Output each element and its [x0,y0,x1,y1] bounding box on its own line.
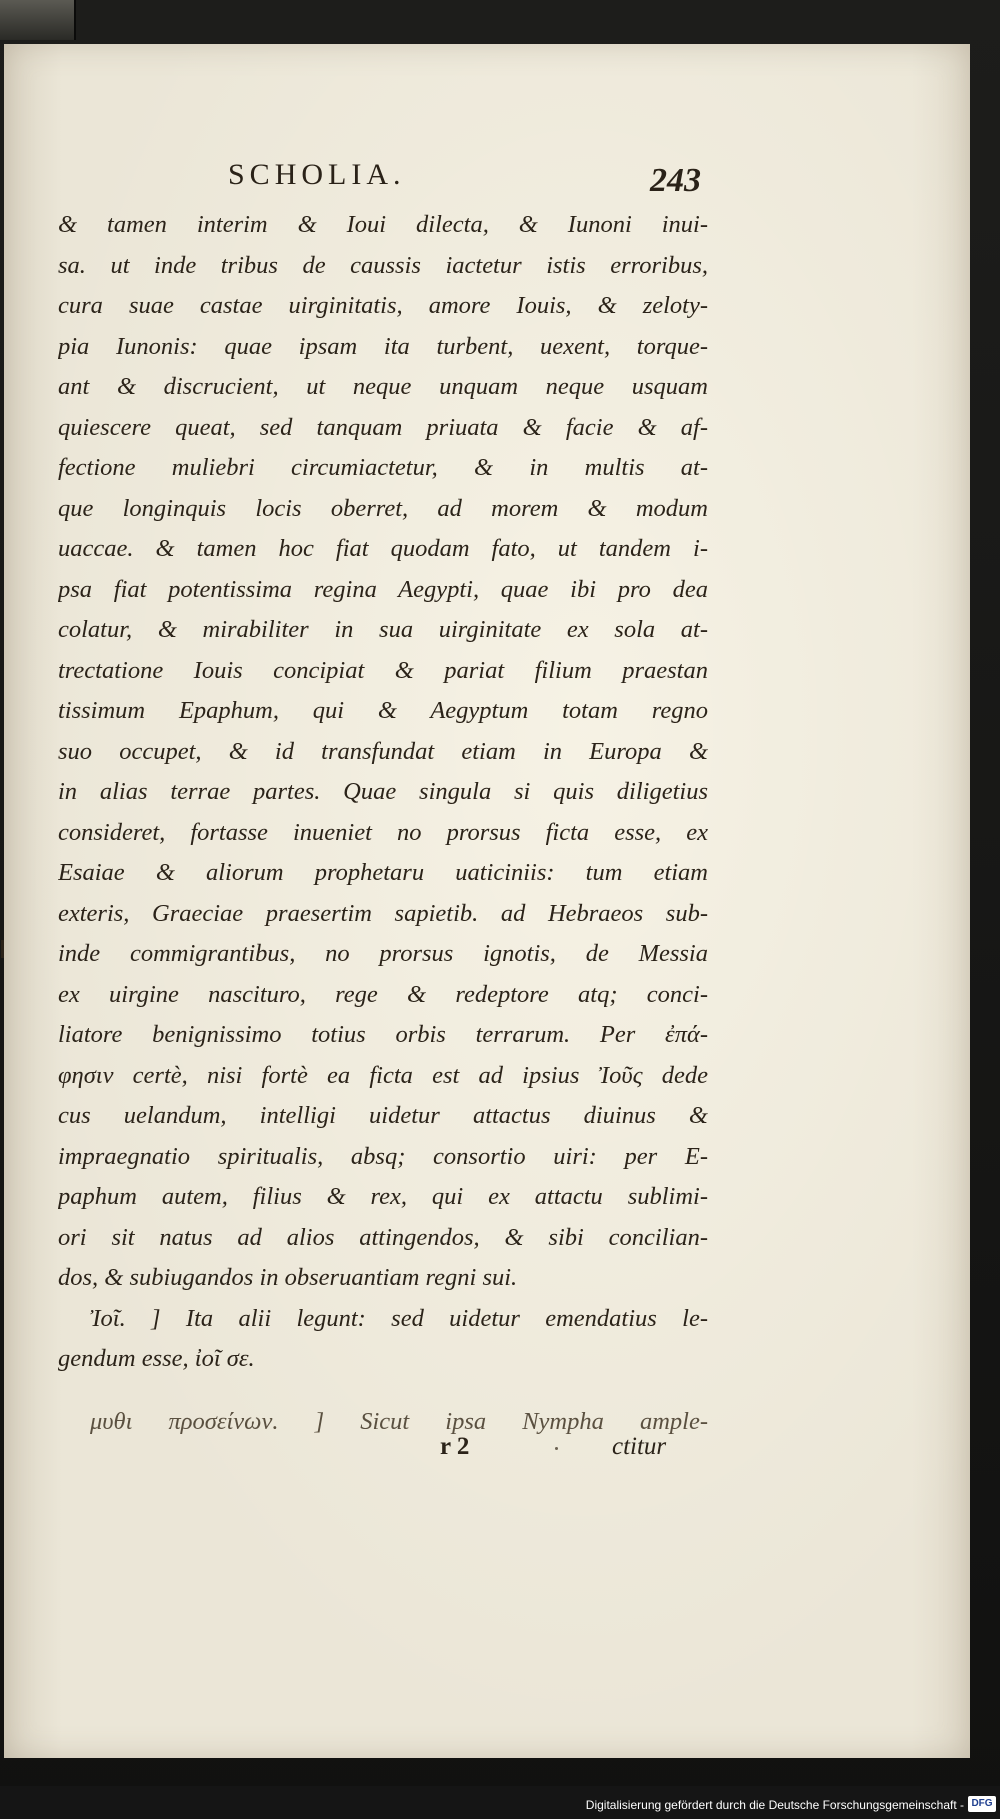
text-line: suo occupet, & id transfundat etiam in Europa & [58,737,708,765]
text-line: φησιν certè, nisi fortè ea ficta est ad ipsius Ἰοῦς dede [58,1061,708,1089]
text-line: consideret, fortasse inueniet no prorsus ficta esse, ex [58,818,708,846]
digitization-credit: Digitalisierung gefördert durch die Deutsche Forschungsgemeinschaft - [585,1798,964,1812]
note-line: Ἰοῖ. ] Ita alii legunt: sed uidetur emendatius le- [90,1304,708,1332]
text-line: uaccae. & tamen hoc fiat quodam fato, ut tandem i- [58,535,708,562]
text-line: liatore benignissimo totius orbis terrarum. Per ἐπά- [58,1021,708,1048]
text-line: dos, & subiugandos in obseruantiam regni sui. [58,1264,518,1291]
ink-dot [555,1447,558,1450]
commentary-text-block [58,205,708,1442]
text-line: exteris, Graeciae praesertim sapietib. ad Hebraeos sub- [58,899,708,927]
book-binding-edge [0,0,76,40]
paragraph-gap [58,1380,708,1402]
text-line: tissimum Epaphum, qui & Aegyptum totam regno [58,697,708,724]
text-line: cura suae castae uirginitatis, amore Iouis, & zeloty- [58,292,708,319]
text-line: fectione muliebri circumiactetur, & in multis at- [58,454,708,481]
lemma-line: μυθι προσείνων. ] Sicut ipsa Nympha ample- [90,1407,708,1435]
text-line: ant & discrucient, ut neque unquam neque usquam [58,373,708,400]
text-line: in alias terrae partes. Quae singula si quis diligetius [58,778,708,805]
text-line: paphum autem, filius & rex, qui ex attactu sublimi- [58,1183,708,1210]
text-line: cus uelandum, intelligi uidetur attactus diuinus & [58,1102,708,1129]
text-line: colatur, & mirabiliter in sua uirginitate ex sola at- [58,616,708,643]
note-line: gendum esse, ἰοῖ σε. [58,1345,255,1372]
text-line: que longinquis locis oberret, ad morem & modum [58,494,708,522]
text-line: trectatione Iouis concipiat & pariat filium praestan [58,656,708,684]
dfg-logo: DFG [968,1796,996,1812]
text-line: sa. ut inde tribus de caussis iactetur istis erroribus, [58,251,708,279]
text-line: ex uirgine nascituro, rege & redeptore atq; conci- [58,980,708,1008]
catchword: ctitur [612,1433,667,1460]
page-number: 243 [650,162,701,199]
signature-mark: r 2 [440,1433,470,1460]
running-head: SCHOLIA. [228,158,406,191]
text-line: & tamen interim & Ioui dilecta, & Iunoni inui- [58,211,708,238]
text-line: Esaiae & aliorum prophetaru uaticiniis: tum etiam [58,859,708,886]
text-line: ori sit natus ad alios attingendos, & sibi concilian- [58,1223,708,1251]
text-line: impraegnatio spiritualis, absq; consortio uiri: per E- [58,1142,708,1170]
text-line: psa fiat potentissima regina Aegypti, quae ibi pro dea [58,575,708,603]
text-line: inde commigrantibus, no prorsus ignotis, de Messia [58,940,708,967]
text-line: quiescere queat, sed tanquam priuata & facie & af- [58,413,708,441]
text-line: pia Iunonis: quae ipsam ita turbent, uexent, torque- [58,332,708,360]
